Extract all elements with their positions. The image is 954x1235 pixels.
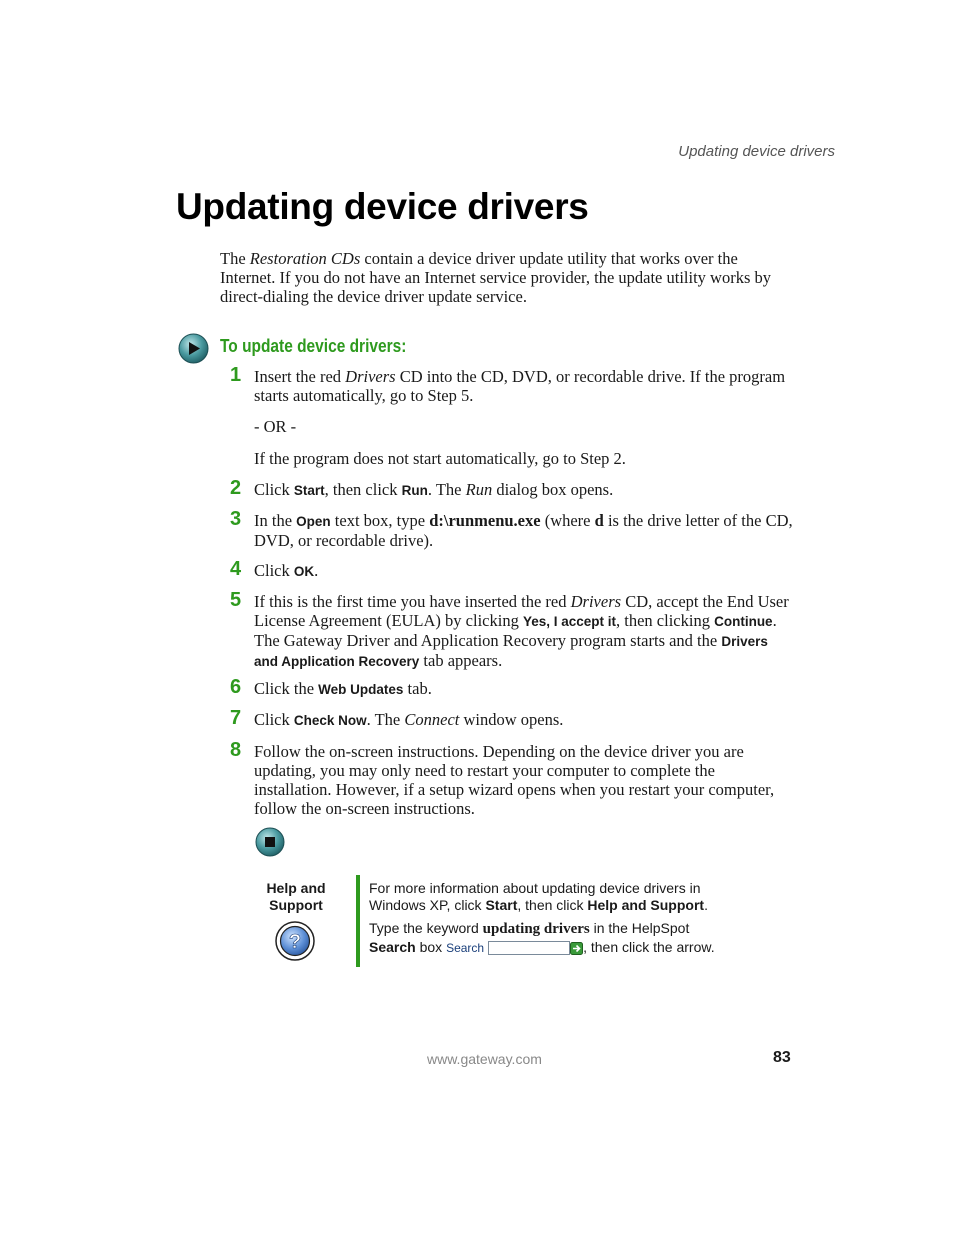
help-paragraph-2: Type the keyword updating drivers in the HelpSpot Search box Search , then click the arrow. (369, 920, 715, 955)
help-support-label: Help and Support (266, 880, 326, 913)
running-header: Updating device drivers (678, 143, 835, 160)
step-number: 7 (230, 707, 242, 729)
search-label: Search (446, 940, 485, 955)
step-5-text: If this is the first time you have inserted the red Drivers CD, accept the End User License Agreement (EULA) by clicking Yes, I accept it, then clicking Continue. The Gateway Driver and Application Recovery program starts and the Drivers and Application Recovery tab appears. (254, 592, 789, 670)
step-4-text: Click OK. (254, 561, 319, 580)
help-paragraph-1: For more information about updating device drivers in Windows XP, click Start, then click Help and Support. (369, 880, 708, 913)
step-number: 2 (230, 477, 242, 499)
step-6-text: Click the Web Updates tab. (254, 679, 432, 698)
svg-text:?: ? (288, 931, 302, 953)
footer-url: www.gateway.com (427, 1051, 542, 1067)
page-number: 83 (773, 1049, 791, 1066)
step-2-text: Click Start, then click Run. The Run dialog box opens. (254, 480, 614, 499)
step-number: 4 (230, 558, 242, 580)
page-title: Updating device drivers (176, 186, 589, 227)
step-number: 5 (230, 589, 242, 611)
step-1-or: - OR - (254, 417, 297, 436)
step-number: 6 (230, 676, 242, 698)
step-8-text: Follow the on-screen instructions. Depending on the device driver you are updating, you may only need to restart your computer to complete the installation. However, if a setup wizard opens when you restart your computer, follow the on-screen instructions. (254, 742, 775, 818)
procedure-start-icon (178, 333, 209, 364)
search-arrow-icon[interactable] (570, 942, 583, 955)
step-3-text: In the Open text box, type d:\runmenu.exe (where d is the drive letter of the CD, DVD, or recordable drive). (254, 511, 793, 550)
step-7-text: Click Check Now. The Connect window opens. (254, 710, 564, 729)
procedure-end-icon (255, 827, 285, 857)
procedure-title: To update device drivers: (220, 336, 407, 356)
step-1-text: Insert the red Drivers CD into the CD, DVD, or recordable drive. If the program starts automatically, go to Step 5. (254, 367, 786, 405)
step-number: 8 (230, 739, 242, 761)
help-question-icon (275, 921, 315, 961)
search-input[interactable] (488, 941, 570, 955)
step-number: 3 (230, 508, 242, 530)
step-number: 1 (230, 364, 242, 386)
intro-paragraph: The Restoration CDs contain a device driver update utility that works over the Internet. If you do not have an Internet service provider, the update utility works by direct-dialing the device driver update service. (220, 249, 772, 306)
step-1-alt: If the program does not start automatically, go to Step 2. (254, 449, 626, 468)
note-divider (356, 875, 360, 967)
